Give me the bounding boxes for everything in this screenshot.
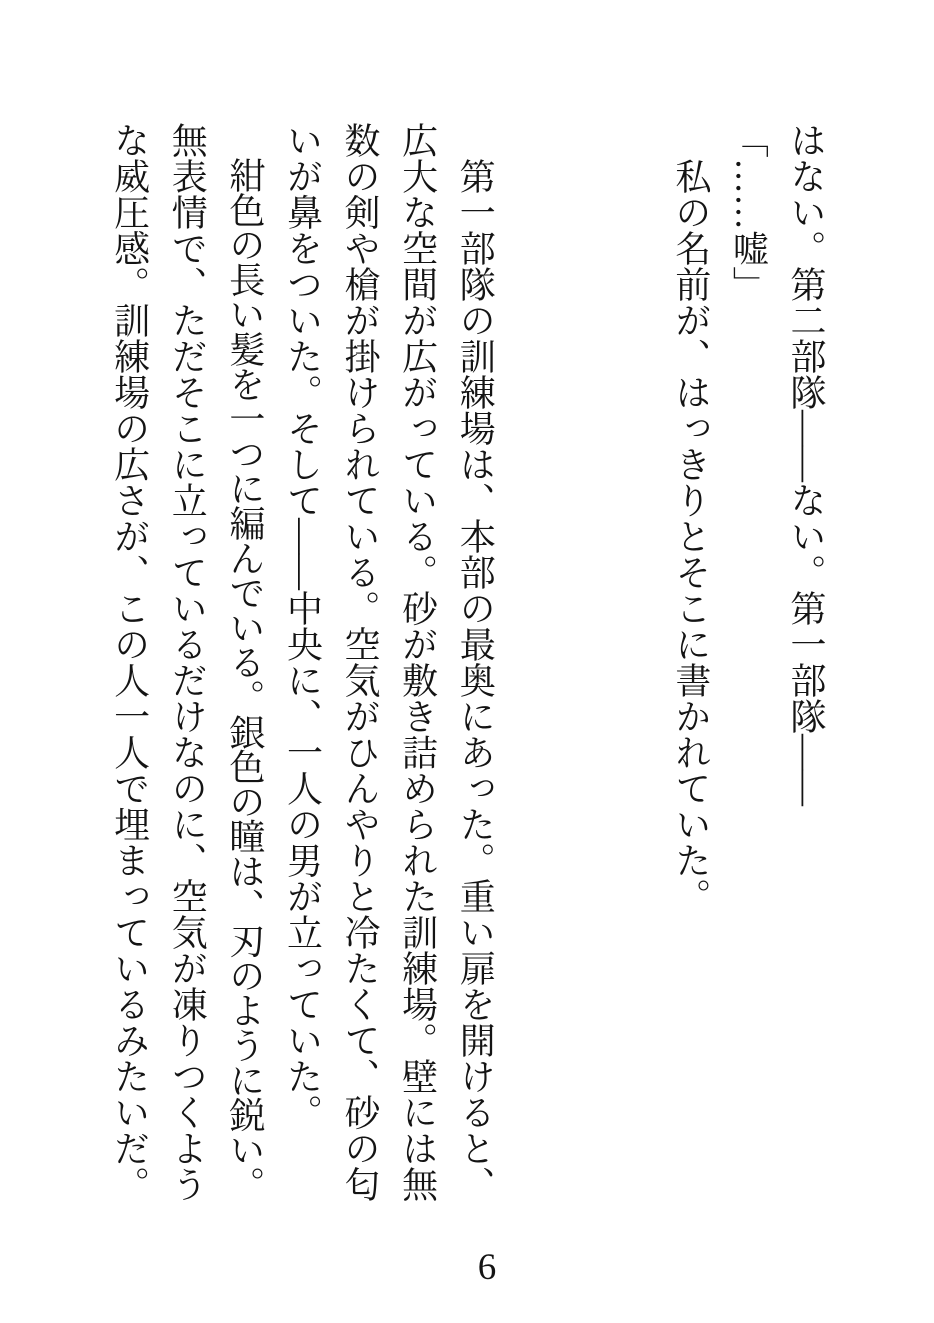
text-line: 第一部隊の訓練場は、本部の最奥にあった。重い扉を開けると、 — [455, 122, 496, 1202]
page-number: 6 — [477, 1247, 497, 1288]
text-line: 数の剣や槍が掛けられている。空気がひんやりと冷たくて、砂の匂 — [340, 122, 381, 1202]
text-line-quote: 「……嘘」 — [728, 122, 769, 302]
text-line: 広大な空間が広がっている。砂が敷き詰められた訓練場。壁には無 — [397, 122, 438, 1202]
text-line: 紺色の長い髪を一つに編んでいる。銀色の瞳は、刃のように鋭い。 — [224, 122, 265, 1201]
text-line: 無表情で、ただそこに立っているだけなのに、空気が凍りつくよう — [167, 122, 208, 1202]
page-text — [100, 122, 834, 1202]
text-line: はない。第二部隊——ない。第一部隊—— — [786, 122, 826, 806]
text-line: 私の名前が、はっきりとそこに書かれていた。 — [670, 122, 711, 914]
text-line: いが鼻をついた。そして——中央に、一人の男が立っていた。 — [282, 122, 323, 1130]
text-line: な威圧感。訓練場の広さが、この人一人で埋まっているみたいだ。 — [109, 122, 150, 1202]
